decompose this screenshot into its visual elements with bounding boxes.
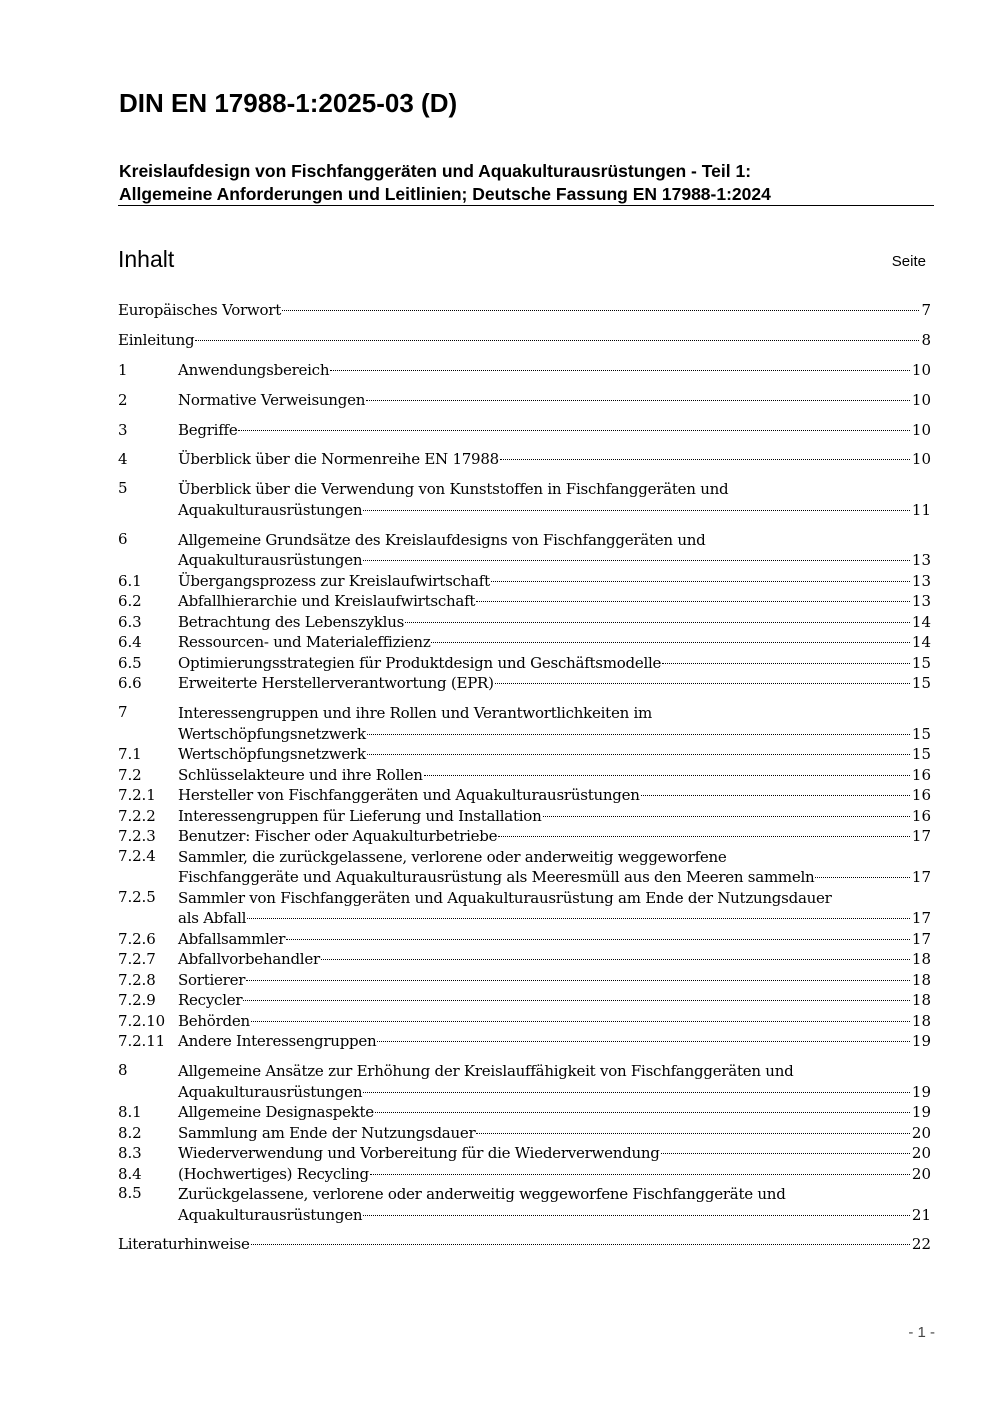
toc-entry-title: Schlüsselakteure und ihre Rollen [178,765,423,784]
toc-entry-number: 4 [118,450,128,469]
toc-entry-number: 7.2 [118,765,142,784]
toc-entry-number: 7.1 [118,745,142,764]
toc-dot-leader [363,559,910,561]
toc-entry-line [118,591,931,612]
toc-entry-line [118,1164,931,1185]
toc-entry-page: 17 [911,868,931,887]
toc-entry-page: 18 [911,991,931,1010]
document-title-line-2: Allgemeine Anforderungen und Leitlinien; Deutsche Fassung EN 17988-1:2024 [119,184,771,204]
toc-entry-title: Aquakulturausrüstungen [178,1082,363,1101]
toc-entry-number: 7.2.11 [118,1032,166,1051]
toc-entry-number: 7.2.7 [118,950,156,969]
toc-entry-page: 19 [911,1032,931,1051]
toc-dot-leader [476,1132,909,1134]
toc-entry[interactable] [118,1061,931,1102]
toc-entry[interactable] [118,390,931,411]
toc-entry[interactable] [118,1143,931,1164]
toc-entry-number: 7.2.5 [118,887,156,906]
toc-dot-leader [363,509,910,511]
toc-entry-title: Einleitung [118,330,195,349]
toc-entry-title: (Hochwertiges) Recycling [178,1164,369,1183]
toc-entry-number: 7.2.4 [118,846,156,865]
toc-entry-title: Übergangsprozess zur Kreislaufwirtschaft [178,571,490,590]
toc-entry[interactable] [118,1031,931,1052]
toc-dot-leader [251,1020,910,1022]
toc-entry-line [118,1143,931,1164]
toc-entry[interactable] [118,1011,931,1032]
toc-entry-number: 7.2.9 [118,991,156,1010]
toc-dot-leader [367,753,910,755]
toc-entry-line [118,420,931,441]
toc-entry-number: 6.2 [118,592,142,611]
toc-entry-number: 8.4 [118,1164,142,1183]
toc-entry-line [118,765,931,786]
toc-entry-first-line [118,1184,931,1205]
toc-entry-title: Abfallsammler [178,929,286,948]
title-divider [118,205,934,206]
toc-entry-page: 13 [911,592,931,611]
toc-entry-title: Anwendungsbereich [178,360,330,379]
toc-entry-page: 14 [911,612,931,631]
toc-entry-line [118,744,931,765]
toc-entry-line [118,1102,931,1123]
toc-entry-line [118,390,931,411]
toc-entry-page: 13 [911,551,931,570]
toc-entry-page: 19 [911,1082,931,1101]
toc-entry-line [118,1082,931,1103]
toc-entry-title: Überblick über die Normenreihe EN 17988 [178,450,499,469]
toc-entry-number: 8.2 [118,1123,142,1142]
toc-entry[interactable] [118,806,931,827]
toc-dot-leader [370,1173,910,1175]
toc-entry-line [118,806,931,827]
toc-entry-page: 17 [911,929,931,948]
toc-entry-title-first-line: Sammler von Fischfanggeräten und Aquakulturausrüstung am Ende der Nutzungsdauer [178,888,832,907]
toc-entry-page: 18 [911,950,931,969]
toc-dot-leader [543,815,910,817]
toc-entry[interactable] [118,330,931,351]
toc-entry[interactable] [118,1164,931,1185]
toc-entry-line [118,360,931,381]
toc-dot-leader [661,1152,910,1154]
toc-entry-title: Begriffe [178,420,238,439]
toc-entry-number: 7.2.8 [118,970,156,989]
toc-entry-page: 20 [911,1164,931,1183]
toc-entry-title: Betrachtung des Lebenszyklus [178,612,405,631]
toc-page-column-label: Seite [891,253,926,270]
toc-entry-page: 10 [911,390,931,409]
toc-entry[interactable] [118,826,931,847]
toc-dot-leader [662,662,910,664]
toc-entry-title: Recycler [178,991,243,1010]
toc-entry[interactable] [118,479,931,520]
toc-entry[interactable] [118,632,931,653]
toc-entry-title: Optimierungsstrategien für Produktdesign und Geschäftsmodelle [178,653,662,672]
toc-dot-leader [363,1091,910,1093]
toc-entry[interactable] [118,449,931,470]
toc-entry-line [118,632,931,653]
toc-dot-leader [375,1111,910,1113]
toc-entry[interactable] [118,1234,931,1255]
toc-entry-page: 16 [911,806,931,825]
toc-entry[interactable] [118,990,931,1011]
toc-dot-leader [246,979,910,981]
toc-entry-page: 20 [911,1144,931,1163]
toc-entry-title: Sortierer [178,970,246,989]
document-title-line-1: Kreislaufdesign von Fischfanggeräten und Aquakulturausrüstungen - Teil 1: [119,161,752,181]
toc-entry-number: 8.3 [118,1144,142,1163]
toc-entry-title: als Abfall [178,909,247,928]
toc-entry-page: 15 [911,745,931,764]
toc-dot-leader [815,876,909,878]
toc-entry-page: 15 [911,674,931,693]
toc-entry-title: Allgemeine Designaspekte [178,1103,374,1122]
toc-entry-line [118,867,931,888]
toc-entry-line [118,990,931,1011]
toc-entry-line [118,724,931,745]
toc-entry-number: 8 [118,1061,128,1080]
toc-entry[interactable] [118,1102,931,1123]
toc-dot-leader [500,458,910,460]
toc-entry-first-line [118,847,931,868]
toc-entry-line [118,330,931,351]
toc-entry-title: Normative Verweisungen [178,390,366,409]
toc-entry-page: 20 [911,1123,931,1142]
toc-heading: Inhalt [118,246,175,272]
toc-entry-title-first-line: Zurückgelassene, verlorene oder anderweitig weggeworfene Fischfanggeräte und [178,1185,786,1204]
toc-entry-number: 7.2.2 [118,806,156,825]
toc-dot-leader [363,1214,910,1216]
toc-dot-leader [366,399,910,401]
toc-entry-first-line [118,703,931,724]
toc-entry-number: 5 [118,479,128,498]
toc-entry-number: 2 [118,390,128,409]
toc-entry-page: 14 [911,633,931,652]
toc-entry-number: 6.1 [118,571,142,590]
toc-entry-page: 22 [911,1235,931,1254]
toc-entry-title: Wertschöpfungsnetzwerk [178,724,366,743]
page-number: - 1 - [908,1324,935,1341]
toc-entry-title: Hersteller von Fischfanggeräten und Aquakulturausrüstungen [178,786,640,805]
toc-entry-title: Abfallvorbehandler [178,950,320,969]
toc-entry-title: Aquakulturausrüstungen [178,1205,363,1224]
toc-entry-page: 10 [911,450,931,469]
toc-entry-number: 6 [118,529,128,548]
toc-dot-leader [476,600,910,602]
toc-entry-line [118,949,931,970]
toc-entry-page: 7 [921,301,931,319]
toc-entry-line [118,1031,931,1052]
toc-entry-first-line [118,1061,931,1082]
toc-entry[interactable] [118,612,931,633]
toc-entry-page: 17 [911,827,931,846]
toc-entry-title: Aquakulturausrüstungen [178,500,363,519]
toc-entry[interactable] [118,420,931,441]
toc-entry-page: 21 [911,1205,931,1224]
toc-dot-leader [495,682,910,684]
toc-entry-number: 7.2.10 [118,1011,166,1030]
toc-entry[interactable] [118,673,931,694]
toc-entry-title-first-line: Interessengruppen und ihre Rollen und Verantwortlichkeiten im [178,704,653,723]
toc-entry[interactable] [118,591,931,612]
toc-entry-first-line [118,530,931,551]
toc-entry-page: 13 [911,571,931,590]
toc-entry[interactable] [118,888,931,929]
toc-entry-number: 7.2.3 [118,827,156,846]
toc-entry-line [118,826,931,847]
toc-dot-leader [238,429,909,431]
toc-entry-page: 11 [911,500,931,519]
toc-entry-first-line [118,479,931,500]
toc-entry-title: Sammlung am Ende der Nutzungsdauer [178,1123,476,1142]
toc-entry-number: 3 [118,420,128,439]
toc-entry-number: 6.3 [118,612,142,631]
document-id: DIN EN 17988-1:2025-03 (D) [119,88,458,118]
toc-entry-title: Wiederverwendung und Vorbereitung für die Wiederverwendung [178,1144,660,1163]
toc-entry[interactable] [118,653,931,674]
toc-entry-title: Wertschöpfungsnetzwerk [178,745,366,764]
toc-entry[interactable] [118,929,931,950]
toc-entry-title-first-line: Allgemeine Ansätze zur Erhöhung der Kreislauffähigkeit von Fischfanggeräten und [178,1062,794,1081]
toc-entry-title-first-line: Sammler, die zurückgelassene, verlorene oder anderweitig weggeworfene [178,847,727,866]
toc-entry-page: 8 [921,330,931,349]
toc-entry-line [118,653,931,674]
toc-entry[interactable] [118,1123,931,1144]
toc-entry-page: 16 [911,765,931,784]
toc-dot-leader [498,835,910,837]
toc-entry-number: 6.5 [118,653,142,672]
toc-dot-leader [405,621,910,623]
toc-entry-page: 10 [911,360,931,379]
toc-entry-number: 7.2.1 [118,786,156,805]
toc-entry-page: 17 [911,909,931,928]
toc-entry-title: Behörden [178,1011,250,1030]
toc-dot-leader [286,938,910,940]
toc-entry-line [118,1123,931,1144]
toc-entry-number: 7.2.6 [118,929,156,948]
toc-dot-leader [377,1040,909,1042]
toc-entry-page: 18 [911,1011,931,1030]
toc-entry-page: 16 [911,786,931,805]
toc-entry-line [118,929,931,950]
toc-entry-page: 18 [911,970,931,989]
toc-entry-title: Andere Interessengruppen [178,1032,377,1051]
toc-entry-title: Fischfanggeräte und Aquakulturausrüstung als Meeresmüll aus den Meeren sammeln [178,868,815,887]
toc-entry-number: 8.5 [118,1184,142,1203]
toc-entry[interactable] [118,949,931,970]
toc-entry-line [118,908,931,929]
toc-entry[interactable] [118,785,931,806]
toc-entry-first-line [118,888,931,909]
toc-entry-title: Aquakulturausrüstungen [178,551,363,570]
toc-entry-number: 8.1 [118,1103,142,1122]
document-title [119,160,934,206]
toc-dot-leader [321,958,910,960]
toc-dot-leader [641,794,910,796]
toc-entry-page: 15 [911,653,931,672]
toc-entry-title-first-line: Allgemeine Grundsätze des Kreislaufdesigns von Fischfanggeräten und [178,530,706,549]
toc-entry[interactable] [118,744,931,765]
toc-entry-title: Abfallhierarchie und Kreislaufwirtschaft [178,592,476,611]
toc-entry-page: 15 [911,724,931,743]
toc-entry-line [118,673,931,694]
toc-entry-line [118,550,931,571]
toc-entry-title: Benutzer: Fischer oder Aquakulturbetriebe [178,827,498,846]
toc-dot-leader [195,339,919,341]
toc-entry[interactable] [118,970,931,991]
toc-dot-leader [282,309,919,311]
toc-entry-number: 7 [118,703,128,722]
toc-entry-title: Literaturhinweise [118,1235,250,1254]
toc-dot-leader [431,641,909,643]
toc-entry-title: Interessengruppen für Lieferung und Installation [178,806,542,825]
toc-entry-number: 6.6 [118,674,142,693]
toc-entry-title-first-line: Überblick über die Verwendung von Kunststoffen in Fischfanggeräten und [178,480,729,499]
toc-dot-leader [491,580,910,582]
toc-entry-line [118,1011,931,1032]
toc-entry-title: Erweiterte Herstellerverantwortung (EPR) [178,674,494,693]
toc-entry-number: 1 [118,360,128,379]
toc-entry-title: Europäisches Vorwort [118,301,281,319]
toc-dot-leader [243,999,910,1001]
toc-entry-line [118,1205,931,1226]
toc-entry[interactable] [118,530,931,571]
toc-entry[interactable] [118,1184,931,1225]
toc-entry-line [118,300,931,321]
toc-entry-title: Ressourcen- und Materialeffizienz [178,633,431,652]
toc-entry-line [118,785,931,806]
toc-dot-leader [247,917,910,919]
toc-entry-line [118,970,931,991]
toc-entry-page: 10 [911,420,931,439]
toc-entry[interactable] [118,360,931,381]
toc-dot-leader [251,1243,910,1245]
toc-entry-line [118,612,931,633]
toc-entry-line [118,571,931,592]
toc-dot-leader [424,774,910,776]
toc-dot-leader [367,733,910,735]
toc-entry[interactable] [118,703,931,744]
toc-dot-leader [330,369,910,371]
toc-entry-line [118,449,931,470]
toc-entry[interactable] [118,300,931,321]
toc-entry[interactable] [118,847,931,888]
table-of-contents [118,300,931,1255]
toc-entry-page: 19 [911,1103,931,1122]
toc-entry-line [118,500,931,521]
toc-entry[interactable] [118,765,931,786]
toc-entry[interactable] [118,571,931,592]
toc-entry-number: 6.4 [118,633,142,652]
toc-entry-line [118,1234,931,1255]
